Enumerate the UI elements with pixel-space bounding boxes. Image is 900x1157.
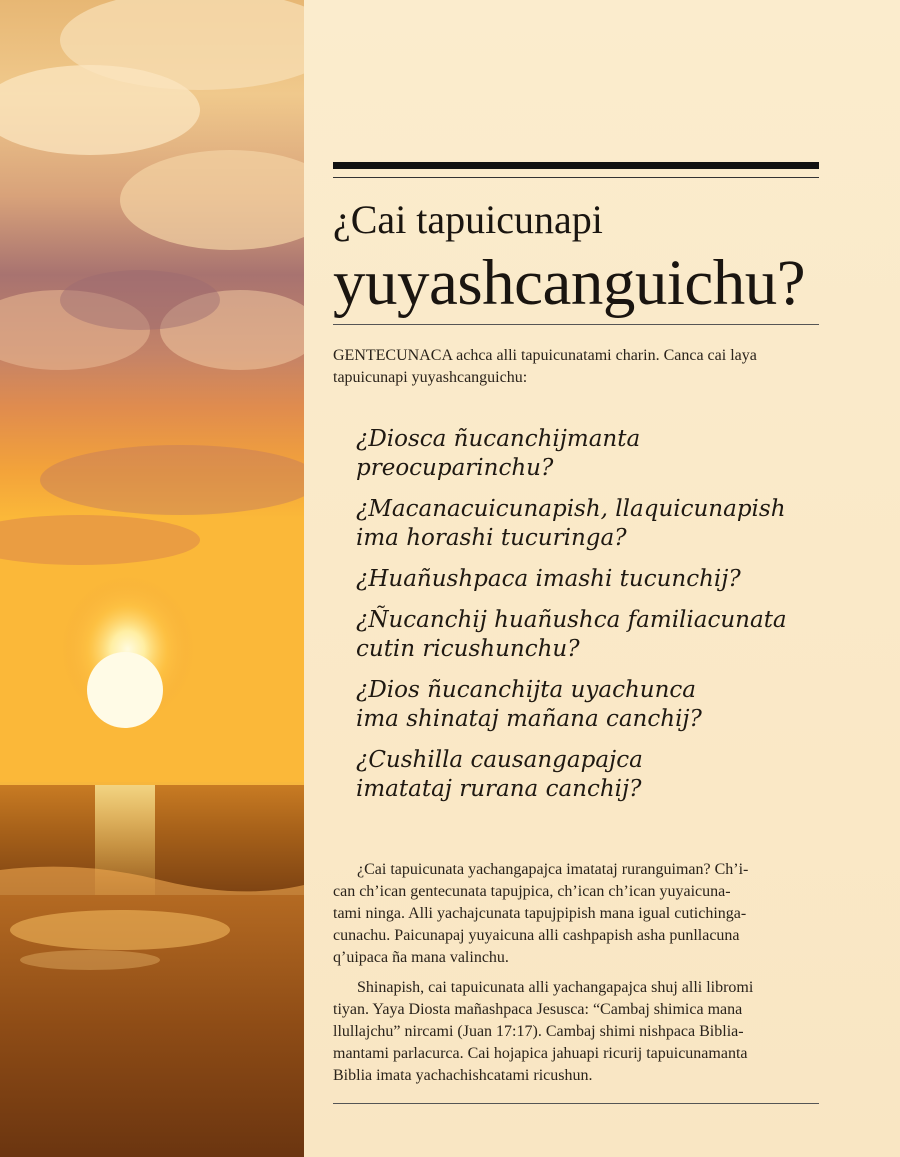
paragraph: Shinapish, cai tapuicunata alli yachangapajca shuj alli libromi tiyan. Yaya Diosta mañashpaca Jesusca: “Cambaj shimica mana llullajchu” nircami (Juan 17:17). Cambaj shimi nishpaca Biblia- mantami parlacurca. Cai hojapica jahuapi ricurij tapuicunamanta Biblia imata yachachishcatami ricushun. — [333, 979, 754, 1084]
bottom-rule — [333, 1103, 819, 1104]
sunset-photo — [0, 0, 304, 1157]
top-thin-rule — [333, 177, 819, 178]
top-thick-rule — [333, 162, 819, 169]
title-line-1: ¿Cai tapuicunapi — [333, 197, 603, 242]
question-item: ¿Huañushpaca imashi tucunchij? — [356, 566, 741, 592]
question-item: ¿Cushilla causangapajca imatataj rurana canchij? — [356, 747, 643, 802]
body-text — [333, 859, 819, 1095]
question-item: ¿Ñucanchij huañushca familiacunata cutin ricushunchu? — [356, 607, 787, 662]
paragraph: ¿Cai tapuicunata yachangapajca imatataj ruranguiman? Ch’i- can ch’ican gentecunata tapujpica, ch’ican ch’ican yuyaicuna- tami ninga. Alli yachajcunata tapujpipish mana igual cutichinga- cunachu. Paicunapaj yuyaicuna alli cashpapish asha punllacuna q’uipaca ña mana valinchu. — [333, 861, 749, 966]
question-item: ¿Macanacuicunapish, llaquicunapish ima horashi tucuringa? — [356, 496, 786, 551]
question-item: ¿Diosca ñucanchijmanta preocuparinchu? — [356, 426, 641, 481]
article — [333, 0, 819, 1157]
sunset-beach-photo-icon — [0, 0, 304, 1157]
question-list — [356, 425, 819, 816]
title-bottom-rule — [333, 324, 819, 325]
intro-text: GENTECUNACA achca alli tapuicunatami charin. Canca cai laya tapuicunapi yuyashcanguichu: — [333, 347, 757, 386]
title-line-2: yuyashcanguichu? — [333, 247, 806, 319]
question-item: ¿Dios ñucanchijta uyachunca ima shinataj mañana canchij? — [356, 677, 702, 732]
